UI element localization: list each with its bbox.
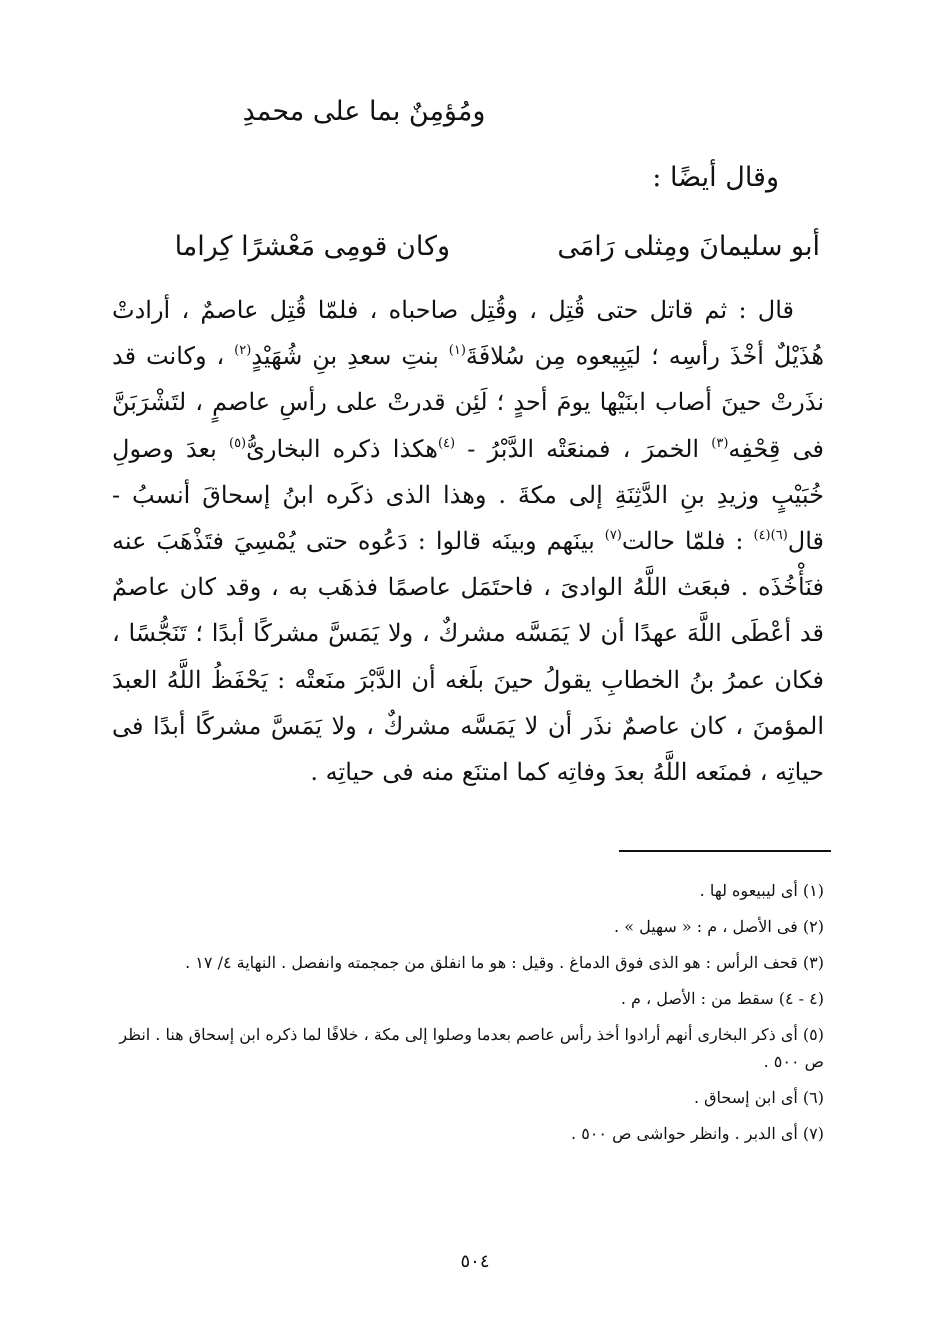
- footnote-marker: (١): [448, 343, 466, 359]
- page-number: ٥٠٤: [460, 1251, 490, 1272]
- footnote-marker: (٥): [228, 435, 247, 451]
- first-hemistich: أبو سليمانَ ومِثلى رَامَى: [557, 231, 820, 262]
- main-body-text: [112, 287, 824, 795]
- footnote-marker: (٦)(٤): [753, 528, 788, 544]
- footnote-4: (٤ - ٤) سقط من : الأصل ، م .: [620, 989, 824, 1008]
- body-text-segment: : فلمّا حالت: [621, 527, 754, 556]
- poetry-couplet: [120, 225, 820, 269]
- body-text-segment: بينَهم وبينَه قالوا : دَعُوه حتى يُمْسِيَ فتَذْهَبَ عنه فنَأْخُذَه . فبعَث اللَّهُ الوادىَ ، فاحتَمَل عاصمًا فذهَب به ، وقد كان عاصمٌ قد أعْطَى اللَّهَ عهدًا أن لا يَمَسَّه مشركٌ ، ولا يَمَسَّ مشركًا أبدًا ؛ تَنَجُّسًا ، فكان عمرُ بنُ الخطابِ يقولُ حينَ بلَغه أن الدَّبْرَ منَعتْه : يَحْفَظُ اللَّهُ العبدَ المؤمنَ ، كان عاصمٌ نذَر أن لا يَمَسَّه مشركٌ ، ولا يَمَسَّ مشركًا أبدًا فى حياتِه ، فمنَعه اللَّهُ بعدَ وفاتِه كما امتنَع منه فى حياتِه .: [112, 527, 824, 787]
- footnote-1: (١) أى ليبيعوه لها .: [699, 881, 824, 900]
- body-text-segment: قال : ثم قاتل حتى قُتِل ، وقُتِل صاحباه ، فلمّا قُتِل عاصمٌ ، أرادتْ هُذَيْلٌ أخْذَ رأسِه ؛ ليَبِيعوه مِن سُلافَةَ: [112, 296, 824, 371]
- body-paragraph: [112, 287, 824, 795]
- footnote-7: (٧) أى الدبر . وانظر حواشى ص ٥٠٠ .: [571, 1124, 824, 1143]
- footnotes-section: [112, 877, 824, 1156]
- footnote-marker: (٣): [711, 435, 729, 451]
- footnote-3: (٣) قحف الرأس : هو الذى فوق الدماغ . وقيل : هو ما انفلق من جمجمته وانفصل . النهاية ٤/ ١٧ .: [185, 953, 824, 972]
- footnote-5: (٥) أى ذكر البخارى أنهم أرادوا أخذ رأس عاصم بعدما وصلوا إلى مكة ، خلافًا لما ذكره ابن إسحاق هنا . انظر ص ٥٠٠ .: [119, 1025, 824, 1071]
- body-text-segment: بنتِ سعدِ بنِ شُهَيْدٍ: [251, 342, 449, 371]
- second-hemistich: وكان قومِى مَعْشرًا كِراما: [174, 231, 450, 262]
- footnote-marker: (٢): [234, 343, 252, 359]
- footnote-marker: (٧): [604, 528, 622, 544]
- body-text-segment: هكذا ذكره البخارىُّ: [246, 434, 438, 463]
- footnote-6: (٦) أى ابن إسحاق .: [693, 1088, 824, 1107]
- section-heading: وقال أيضًا :: [652, 162, 779, 193]
- footnote-separator: [619, 850, 831, 852]
- body-text-segment: بعدَ وصولِ خُبَيْبٍ وزيدِ بنِ الدَّثِنَةِ إلى مكةَ . وهذا الذى ذكَره ابنُ إسحاقَ أنسبُ - قال: [112, 434, 825, 556]
- footnote-marker: (٤): [437, 435, 456, 451]
- body-text-segment: الخمرَ ، فمنعَتْه الدَّبْرُ -: [455, 434, 712, 463]
- body-text-segment: ، وكانت قد نذَرتْ حينَ أصاب ابنَيْها يومَ أحدٍ ؛ لَئِن قدرتْ على رأسِ عاصمٍ ، لتَشْرَبَنَّ فى قِحْفِه: [112, 342, 825, 463]
- verse-line: ومُؤمِنٌ بما على محمدِ: [242, 96, 486, 127]
- footnote-2: (٢) فى الأصل ، م : « سهيل » .: [614, 917, 824, 936]
